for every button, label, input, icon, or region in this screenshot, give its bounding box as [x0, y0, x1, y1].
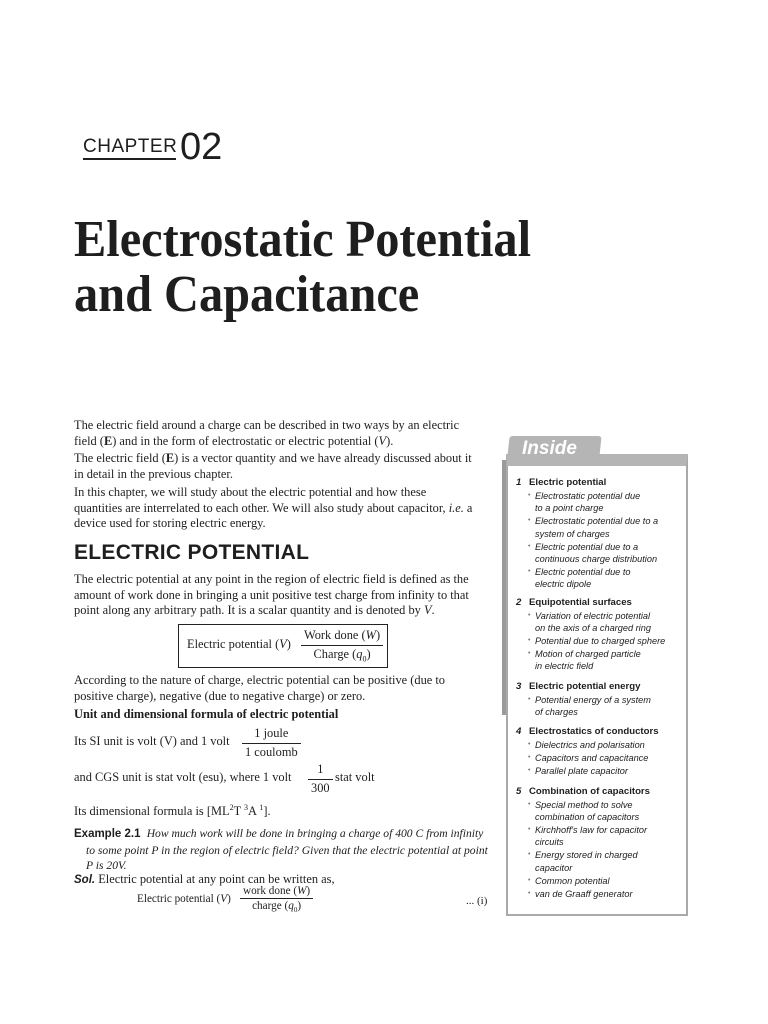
inside-section-label: Combination of capacitors	[529, 785, 650, 797]
text-line: device used for storing electric energy.	[74, 516, 266, 530]
text-line: The electric field (E) is a vector quantity and we have already discussed about it	[74, 451, 472, 465]
inside-topic	[528, 739, 688, 751]
inside-topic	[528, 752, 688, 764]
inside-topic	[528, 849, 688, 873]
page-title	[74, 212, 632, 322]
inside-topic-line: • Kirchhoff's law for capacitor	[535, 825, 648, 836]
inside-section	[516, 681, 688, 718]
inside-section-number: 3	[516, 680, 522, 692]
inside-topic-line: capacitor	[535, 862, 573, 873]
intro-paragraph-2	[74, 451, 494, 482]
intro-paragraph-1	[74, 418, 494, 449]
inside-topic-line: system of charges	[535, 528, 610, 539]
chapter-underline	[83, 158, 176, 160]
inside-topic-line: of charges	[535, 706, 578, 717]
inside-section-label: Equipotential surfaces	[529, 596, 632, 608]
inside-topic-line: on the axis of a charged ring	[535, 622, 651, 633]
inside-topic	[528, 610, 688, 634]
inside-topic-line: • Dielectrics and polarisation	[535, 740, 645, 751]
text-line: point along any arbitrary path. It is a scalar quantity and is denoted by V.	[74, 603, 435, 617]
inside-topic	[528, 490, 688, 514]
inside-topic-line: • Electrostatic potential due	[535, 491, 641, 501]
nature-paragraph	[74, 673, 494, 704]
inside-topic-line: continuous charge distribution	[535, 554, 658, 565]
fraction-denominator: Charge $(q_0)$	[313, 646, 371, 663]
inside-topic-line: • Electrostatic potential due to a	[535, 516, 659, 527]
formula-lhs: Electric potential (V)	[187, 637, 291, 651]
intro-paragraph-3	[74, 485, 494, 532]
inside-topic-line: combination of capacitors	[535, 811, 640, 822]
inside-section-label: Electrostatics of conductors	[529, 726, 659, 738]
inside-section-number: 4	[516, 726, 522, 738]
chapter-label: CHAPTER	[83, 136, 178, 157]
solution-equation-lhs: Electric potential (V)	[137, 893, 231, 905]
inside-topic-line: electric dipole	[535, 579, 592, 590]
inside-topic-line: to a point charge	[535, 503, 604, 514]
inside-topic-line: • Variation of electric potential	[535, 610, 651, 621]
inside-contents-list	[516, 477, 688, 900]
fraction-numerator: Work done (W)	[301, 628, 383, 646]
text-line: quantities are interrelated to each other. We will also study about capacitor, i.e. a	[74, 500, 473, 515]
si-unit-fraction: 1 joule 1 coulomb	[242, 726, 301, 760]
inside-topic	[528, 875, 688, 887]
text-line: Example 2.1 How much work will be done in bringing a charge of 400 C from infinity	[74, 827, 484, 840]
inside-section-title	[516, 786, 688, 798]
dimensional-formula: Its dimensional formula is [$ML^2T$ $^3$A $^1$].	[74, 803, 271, 819]
definition-paragraph	[74, 572, 494, 619]
inside-topic-line: • Potential due to charged sphere	[535, 636, 666, 647]
inside-topic-line: • Special method to solve	[535, 799, 633, 810]
unit-subheading: Unit and dimensional formula of electric potential	[74, 707, 339, 721]
inside-topic-line: • Electric potential due to	[535, 567, 631, 578]
inside-section	[516, 477, 688, 591]
equation-tag: ... (i)	[466, 895, 488, 907]
chapter-number: 02	[180, 126, 223, 168]
inside-topic-line: • Electric potential due to a	[535, 541, 639, 552]
inside-topic-line: • Capacitors and capacitance	[535, 753, 649, 764]
inside-section-number: 1	[516, 477, 522, 488]
inside-topic-line: • Energy stored in charged	[535, 850, 638, 861]
example-block	[74, 826, 499, 874]
text-line: in detail in the previous chapter.	[74, 466, 233, 481]
inside-section	[516, 597, 688, 673]
inside-topic-line: • Common potential	[535, 875, 610, 886]
solution-equation-fraction: work done (W) charge $(q_0)$	[240, 885, 313, 914]
title-line-2: and Capacitance	[74, 266, 420, 323]
text-line: to some point P in the region of electric field? Given that the electric potential at point	[86, 843, 488, 857]
inside-topic	[528, 799, 688, 823]
cgs-unit-fraction: $\frac{1}{300}$	[308, 762, 333, 796]
inside-section-number: 2	[516, 596, 522, 608]
text-line: positive charge), negative (due to negative charge) or zero.	[74, 688, 366, 703]
inside-topic-line: circuits	[535, 837, 564, 848]
inside-section-label: Electric potential	[529, 477, 607, 488]
text-line: The electric potential at any point in the region of electric field is defined as the	[74, 572, 469, 586]
text-line: The electric field around a charge can be described in two ways by an electric	[74, 418, 460, 432]
solution-line: Sol. Electric potential at any point can be written as,	[74, 872, 335, 886]
title-line-1: Electrostatic Potential	[74, 211, 532, 268]
text-line: P is 20V.	[86, 859, 127, 872]
cgs-unit-line: and CGS unit is stat volt (esu), where 1 volt	[74, 770, 292, 784]
text-line: field (E) and in the form of electrostatic or electric potential (V).	[74, 433, 394, 448]
inside-topic-line: • van de Graaff generator	[535, 889, 633, 900]
potential-formula-box	[178, 624, 388, 668]
inside-tab-label: Inside	[522, 438, 577, 459]
text-line: In this chapter, we will study about the electric potential and how these	[74, 485, 427, 499]
inside-topic-line: • Motion of charged particle	[535, 649, 641, 660]
inside-section	[516, 786, 688, 901]
inside-section-title	[516, 681, 688, 693]
inside-section	[516, 726, 688, 778]
inside-topic-line: • Parallel plate capacitor	[535, 766, 628, 777]
section-heading: ELECTRIC POTENTIAL	[74, 541, 310, 564]
inside-topic	[528, 635, 688, 647]
solution-label: Sol.	[74, 874, 96, 886]
cgs-unit-tail: stat volt	[335, 770, 375, 784]
inside-section-title	[516, 597, 688, 609]
inside-topic	[528, 648, 688, 672]
text-line: According to the nature of charge, electric potential can be positive (due to	[74, 673, 445, 687]
inside-topic	[528, 566, 688, 590]
inside-topic	[528, 888, 688, 900]
text-line: amount of work done in bringing a unit positive test charge from infinity to that	[74, 587, 469, 602]
inside-topic	[528, 765, 688, 777]
example-label: Example 2.1	[74, 828, 141, 840]
inside-section-title	[516, 477, 688, 489]
inside-section-label: Electric potential energy	[529, 680, 641, 692]
inside-topic	[528, 515, 688, 539]
inside-topic-line: • Potential energy of a system	[535, 694, 651, 705]
inside-topic	[528, 694, 688, 718]
inside-section-number: 5	[516, 785, 522, 797]
formula-fraction	[301, 628, 383, 666]
inside-topic-line: in electric field	[535, 661, 594, 672]
inside-topic	[528, 541, 688, 565]
inside-section-title	[516, 726, 688, 738]
inside-topic	[528, 824, 688, 848]
si-unit-line: Its SI unit is volt (V) and 1 volt	[74, 734, 230, 748]
